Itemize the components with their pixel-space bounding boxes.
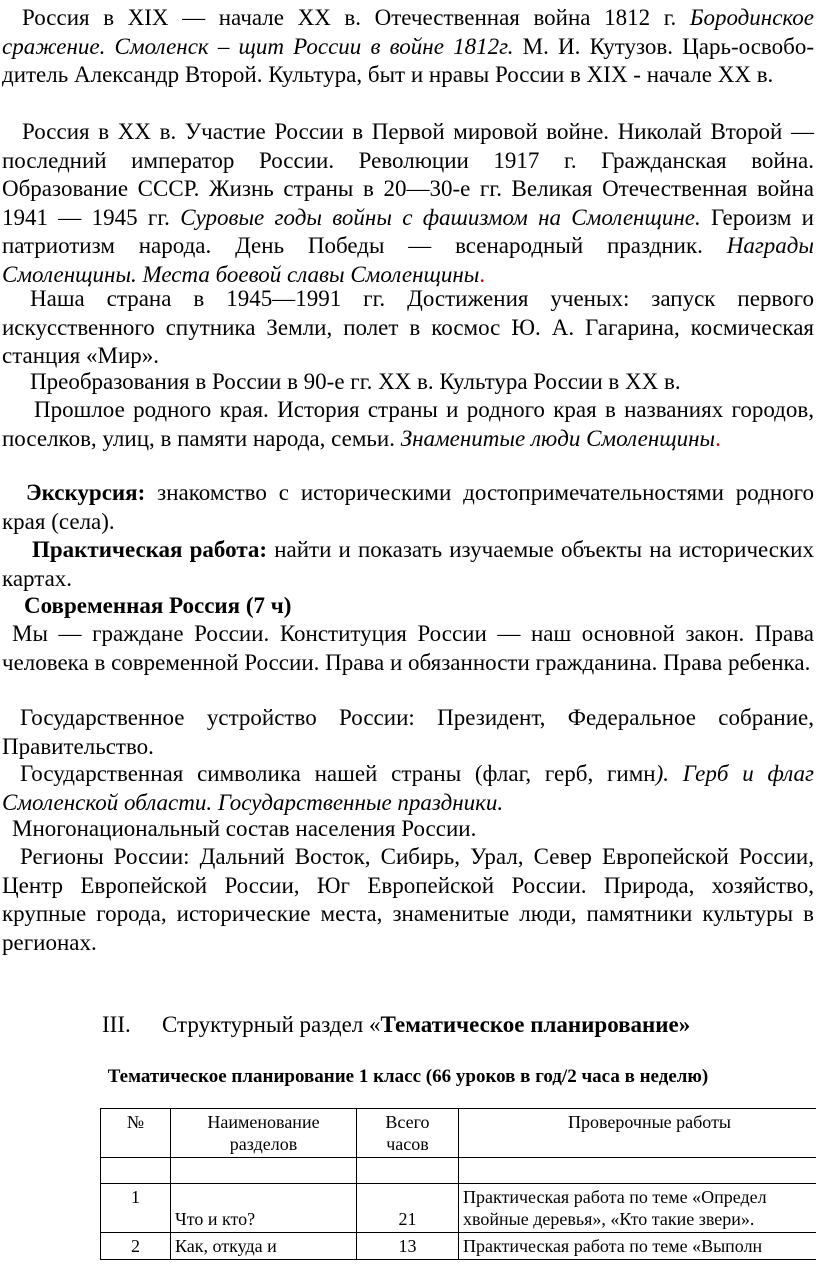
red-period: .: [715, 425, 721, 451]
section-number: III.: [102, 1012, 131, 1037]
thematic-plan-table: [100, 1108, 816, 1260]
italic-phrase: Награды Смоленщины. Места боевой славы Смоленщины: [2, 233, 814, 287]
paragraph-state-symbols: Государственная символика нашей страны (флаг, герб, гимн). Герб и флаг Смоленской области. Государственные праздники.: [2, 761, 814, 815]
table-empty-row: [101, 1158, 816, 1184]
table-header-row: [101, 1109, 816, 1158]
italic-phrase: Бородинское сражение. Смоленск – щит России в войне 1812г.: [2, 5, 814, 59]
italic-phrase: Суровые годы войны с фашизмом на Смоленщине.: [180, 204, 701, 230]
row-check: Практическая работа по теме «Определ хвойные деревья», «Кто такие звери».: [459, 1184, 816, 1233]
row-hours: 13: [357, 1233, 459, 1260]
section-three-title: [102, 1012, 690, 1038]
header-section-name: Наименование разделов: [171, 1109, 357, 1158]
italic-phrase: Знаменитые люди Смоленщины: [400, 425, 716, 451]
table-row: [101, 1233, 816, 1260]
row-section-name: Что и кто?: [171, 1184, 357, 1233]
header-number: №: [101, 1109, 171, 1158]
row-number: 1: [101, 1184, 171, 1233]
paragraph-90s: Преобразования в России в 90-е гг. XX в. Культура России в XX в.: [30, 369, 681, 394]
section-heading-modern-russia: Современная Россия (7 ч): [24, 593, 292, 618]
row-number: 2: [101, 1233, 171, 1260]
row-check: Практическая работа по теме «Выполн: [459, 1233, 816, 1260]
red-period: .: [479, 261, 486, 287]
excursion-label: Экскурсия:: [26, 480, 146, 505]
section-title: Тематическое планирование»: [380, 1012, 691, 1037]
italic-phrase: ). Герб и флаг Смоленской области. Государственные праздники.: [2, 761, 814, 815]
section-prefix: Структурный раздел «: [162, 1012, 381, 1037]
table-row: [101, 1184, 816, 1233]
header-total-hours: Всего часов: [357, 1109, 459, 1158]
paragraph-1945-1991: Наша страна в 1945—1991 гг. Достижения ученых: запуск первого искусственного спутника Земли, полет в космос Ю. А. Гагарина, космическая станция «Мир».: [2, 286, 814, 368]
header-checks: Проверочные работы: [459, 1109, 816, 1158]
row-section-name: Как, откуда и: [171, 1233, 357, 1260]
paragraph-regions: Регионы России: Дальний Восток, Сибирь, Урал, Север Европейской России, Центр Европейской России, Юг Европейской России. Природа, хозяйство, крупные города, исторические места, знаменитые люди, памятники культуры в регионах.: [2, 844, 814, 955]
paragraph-russia-20th-century: Россия в XX в. Участие России в Первой мировой войне. Николай Второй — последний император России. Революции 1917 г. Гражданская война. Образование СССР. Жизнь страны в 20—30-е гг. Великая Отечественная война 1941 — 1945 гг. Суровые годы войны с фашизмом на Смоленщине. Героизм и патриотизм народа. День Победы — всенародный праздник. Награды Смоленщины. Места боевой славы Смоленщины.: [2, 119, 814, 287]
paragraph-citizens: Мы — граждане России. Конституция России — наш основной закон. Права человека в современной России. Права и обязанности гражданина. Права ребенка.: [2, 621, 814, 675]
practical-work-label: Практическая работа:: [32, 537, 268, 562]
paragraph-native-land-past: Прошлое родного края. История страны и родного края в названиях городов, поселков, улиц, в памяти народа, семьи. Знаменитые люди Смоленщины.: [2, 397, 814, 451]
row-hours: 21: [357, 1184, 459, 1233]
table-title: Тематическое планирование 1 класс (66 уроков в год/2 часа в неделю): [107, 1066, 709, 1087]
paragraph-multinational: Многонациональный состав населения России.: [12, 816, 477, 841]
paragraph-state-structure: Государственное устройство России: Президент, Федеральное собрание, Правительство.: [2, 705, 814, 759]
paragraph-practical-work: Практическая работа: найти и показать изучаемые объекты на исторических картах.: [2, 537, 814, 591]
paragraph-excursion: Экскурсия: знакомство с историческими достопримечательностями родного края (села).: [2, 480, 814, 534]
paragraph-russia-19th-century: Россия в XIX — начале XX в. Отечественная война 1812 г. Бородинское сражение. Смоленск – щит России в войне 1812г. М. И. Кутузов. Царь-освобо-дитель Александр Второй. Культура, быт и нравы России в XIX - начале XX в.: [2, 5, 814, 87]
